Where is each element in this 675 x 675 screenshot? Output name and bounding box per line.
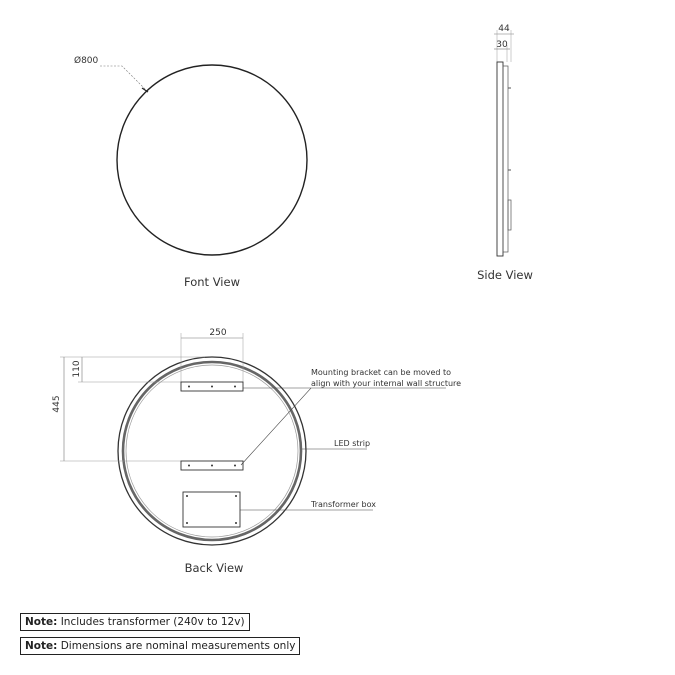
front-mirror-outline (117, 65, 307, 255)
mounting-bracket-top (181, 382, 243, 391)
led-strip-callout: LED strip (334, 439, 371, 448)
diameter-leader-line (100, 66, 146, 90)
depth-total-label: 44 (498, 24, 510, 34)
side-transformer (508, 200, 511, 230)
note-prefix: Note: (25, 640, 58, 652)
diameter-label: Ø800 (74, 56, 99, 66)
side-profile-frame (503, 66, 508, 252)
note-text: Includes transformer (240v to 12v) (60, 616, 245, 628)
note-dimensions (20, 637, 300, 655)
back-view (52, 328, 461, 575)
transformer-box-callout: Transformer box (311, 500, 377, 509)
back-outer-ring (118, 357, 306, 545)
mounting-bracket-leader (241, 388, 446, 465)
led-strip-ring (123, 362, 301, 540)
note-transformer (20, 613, 250, 631)
depth-frame-label: 30 (496, 40, 508, 50)
note-text: Dimensions are nominal measurements only (60, 640, 296, 652)
side-view-label: Side View (477, 268, 533, 282)
top-offset-label: 110 (72, 360, 82, 378)
bracket-spacing-label: 250 (209, 328, 227, 338)
mounting-bracket-callout-line1: Mounting bracket can be moved to (311, 368, 452, 377)
transformer-box (183, 492, 240, 527)
bracket-height-label: 445 (52, 395, 62, 413)
back-view-label: Back View (184, 561, 244, 575)
front-view (74, 55, 307, 289)
mounting-bracket-bottom (181, 461, 243, 470)
side-profile-glass (497, 62, 503, 256)
note-prefix: Note: (25, 616, 58, 628)
mounting-bracket-callout-line2: align with your internal wall structure (311, 379, 462, 388)
front-view-label: Font View (184, 275, 240, 289)
side-view (477, 24, 533, 282)
